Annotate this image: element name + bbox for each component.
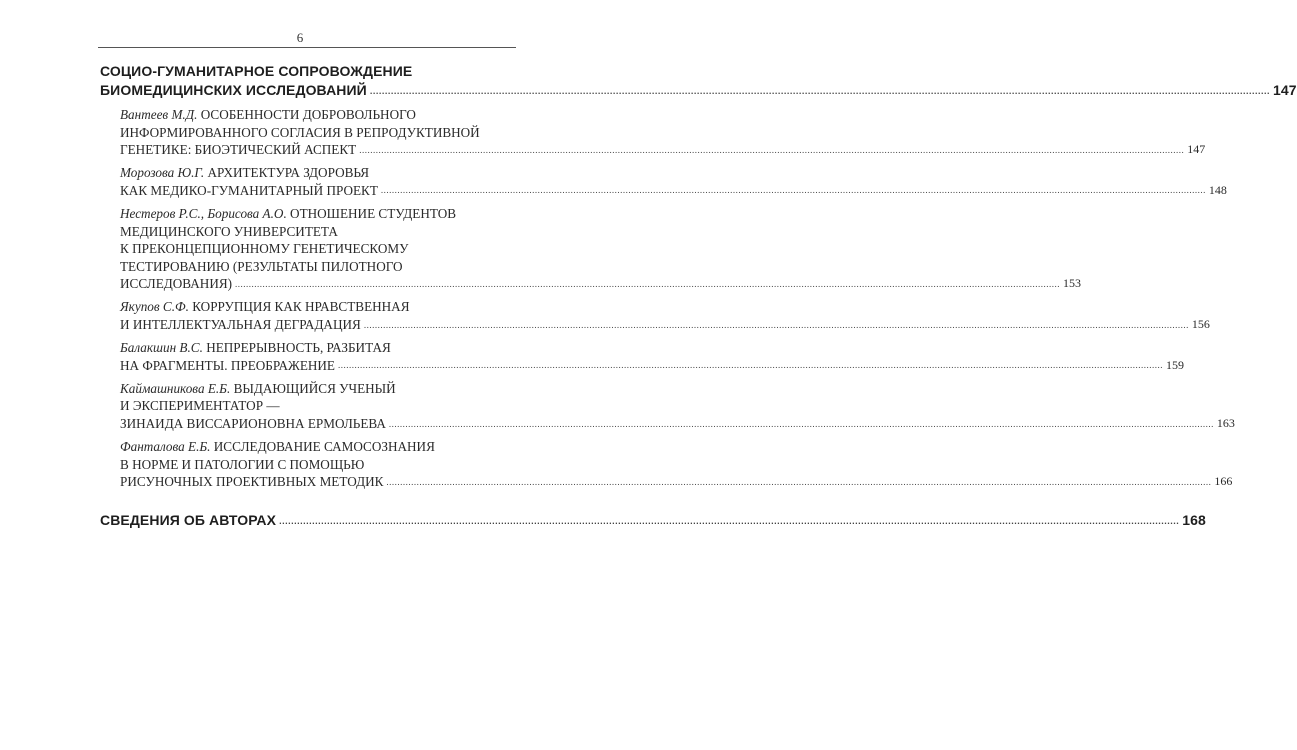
entry-title-line: ЗИНАИДА ВИССАРИОНОВНА ЕРМОЛЬЕВА [120,416,386,431]
entry-title-line: ОТНОШЕНИЕ СТУДЕНТОВ [290,205,457,221]
entry-title-line: ИНФОРМИРОВАННОГО СОГЛАСИЯ В РЕПРОДУКТИВНОЙ [120,124,480,140]
dot-leader: ............................................................................................................................................................................................................................................................................................................ [338,360,1163,371]
section-title[interactable] [100,62,1297,100]
section-title-line: СОЦИО-ГУМАНИТАРНОЕ СОПРОВОЖДЕНИЕ [100,63,413,79]
entry-page-number: 147 [1187,142,1206,157]
entry-title-line: И ЭКСПЕРИМЕНТАТОР — [120,398,280,414]
entry-page-number: 156 [1191,317,1210,332]
section-entries [120,106,1235,491]
entry-author: Вантеев М.Д. [120,107,198,122]
entry-title-line: МЕДИЦИНСКОГО УНИВЕРСИТЕТА [120,223,338,239]
entry-author: Морозова Ю.Г. [120,165,205,181]
dot-leader: ............................................................................................................................................................................................................................................................................................................ [363,319,1189,330]
toc-entry[interactable] [120,205,1082,293]
entry-title-line: ТЕСТИРОВАНИЮ (РЕЗУЛЬТАТЫ ПИЛОТНОГО [120,258,403,274]
entry-title-line: НА ФРАГМЕНТЫ. ПРЕОБРАЖЕНИЕ [120,357,335,373]
entry-title-line: КАК МЕДИКО-ГУМАНИТАРНЫЙ ПРОЕКТ [120,182,378,198]
section-title-last-line [100,511,1206,530]
toc-entry[interactable] [120,380,1235,433]
table-of-contents [100,62,1297,530]
toc-entry[interactable] [120,164,1227,199]
dot-leader: ............................................................................................................................................................................................................................................................................................................ [380,185,1206,196]
entry-page-number: 153 [1063,276,1082,291]
toc-entry[interactable] [120,106,1206,159]
entry-page-number: 166 [1214,474,1233,489]
entry-title-line: КОРРУПЦИЯ КАК НРАВСТВЕННАЯ [192,299,410,315]
toc-entry[interactable] [120,298,1210,333]
section-title-line: БИОМЕДИЦИНСКИХ ИССЛЕДОВАНИЙ [100,82,367,98]
entry-title-line: ВЫДАЮЩИЙСЯ УЧЕНЫЙ [233,380,396,396]
entry-author: Балакшин В.С. [120,340,203,356]
toc-entry[interactable] [120,438,1233,491]
entry-page-number: 163 [1216,416,1235,430]
header-rule [98,47,516,48]
section-title[interactable] [100,511,1206,530]
entry-title-line: В НОРМЕ И ПАТОЛОГИИ С ПОМОЩЬЮ [120,456,365,472]
section-page-number: 147 [1272,82,1297,98]
page-number: 6 [296,30,304,45]
entry-page-number: 159 [1166,357,1184,372]
toc-section [100,62,1297,491]
section-title-line: СВЕДЕНИЯ ОБ АВТОРАХ [100,511,277,528]
section-page-number: 168 [1182,511,1206,528]
entry-title-line: ИССЛЕДОВАНИЕ САМОСОЗНАНИЯ [213,439,435,455]
entry-title-line: АРХИТЕКТУРА ЗДОРОВЬЯ [207,165,370,181]
entry-author: Якупов С.Ф. [120,299,189,315]
entry-title-line: ОСОБЕННОСТИ ДОБРОВОЛЬНОГО [200,107,416,122]
toc-entry[interactable] [120,339,1184,374]
dot-leader: ............................................................................................................................................................................................................................................................................................................ [388,418,1214,429]
entry-author: Каймашникова Е.Б. [120,380,231,396]
entry-title-line: И ИНТЕЛЛЕКТУАЛЬНАЯ ДЕГРАДАЦИЯ [120,317,361,333]
dot-leader: ............................................................................................................................................................................................................................................................................................................ [235,278,1061,289]
entry-title-line: НЕПРЕРЫВНОСТЬ, РАЗБИТАЯ [206,340,391,356]
entry-title-line: ГЕНЕТИКЕ: БИОЭТИЧЕСКИЙ АСПЕКТ [120,142,357,158]
dot-leader: ............................................................................................................................................................................................................................................................................................................ [386,476,1212,487]
entry-title-line: РИСУНОЧНЫХ ПРОЕКТИВНЫХ МЕТОДИК [120,474,384,490]
entry-author: Фанталова Е.Б. [120,439,211,455]
entry-author: Нестеров Р.С., Борисова А.О. [120,205,287,221]
dot-leader: ............................................................................................................................................................................................................................................................................................................ [279,515,1180,526]
dot-leader: ............................................................................................................................................................................................................................................................................................................ [359,144,1185,155]
toc-section [100,511,1206,530]
entry-title-line: ИССЛЕДОВАНИЯ) [120,276,233,292]
section-title-last-line [100,81,1297,100]
entry-page-number: 148 [1208,182,1227,197]
entry-title-line: К ПРЕКОНЦЕПЦИОННОМУ ГЕНЕТИЧЕСКОМУ [120,241,409,257]
dot-leader: ............................................................................................................................................................................................................................................................................................................ [369,86,1270,96]
